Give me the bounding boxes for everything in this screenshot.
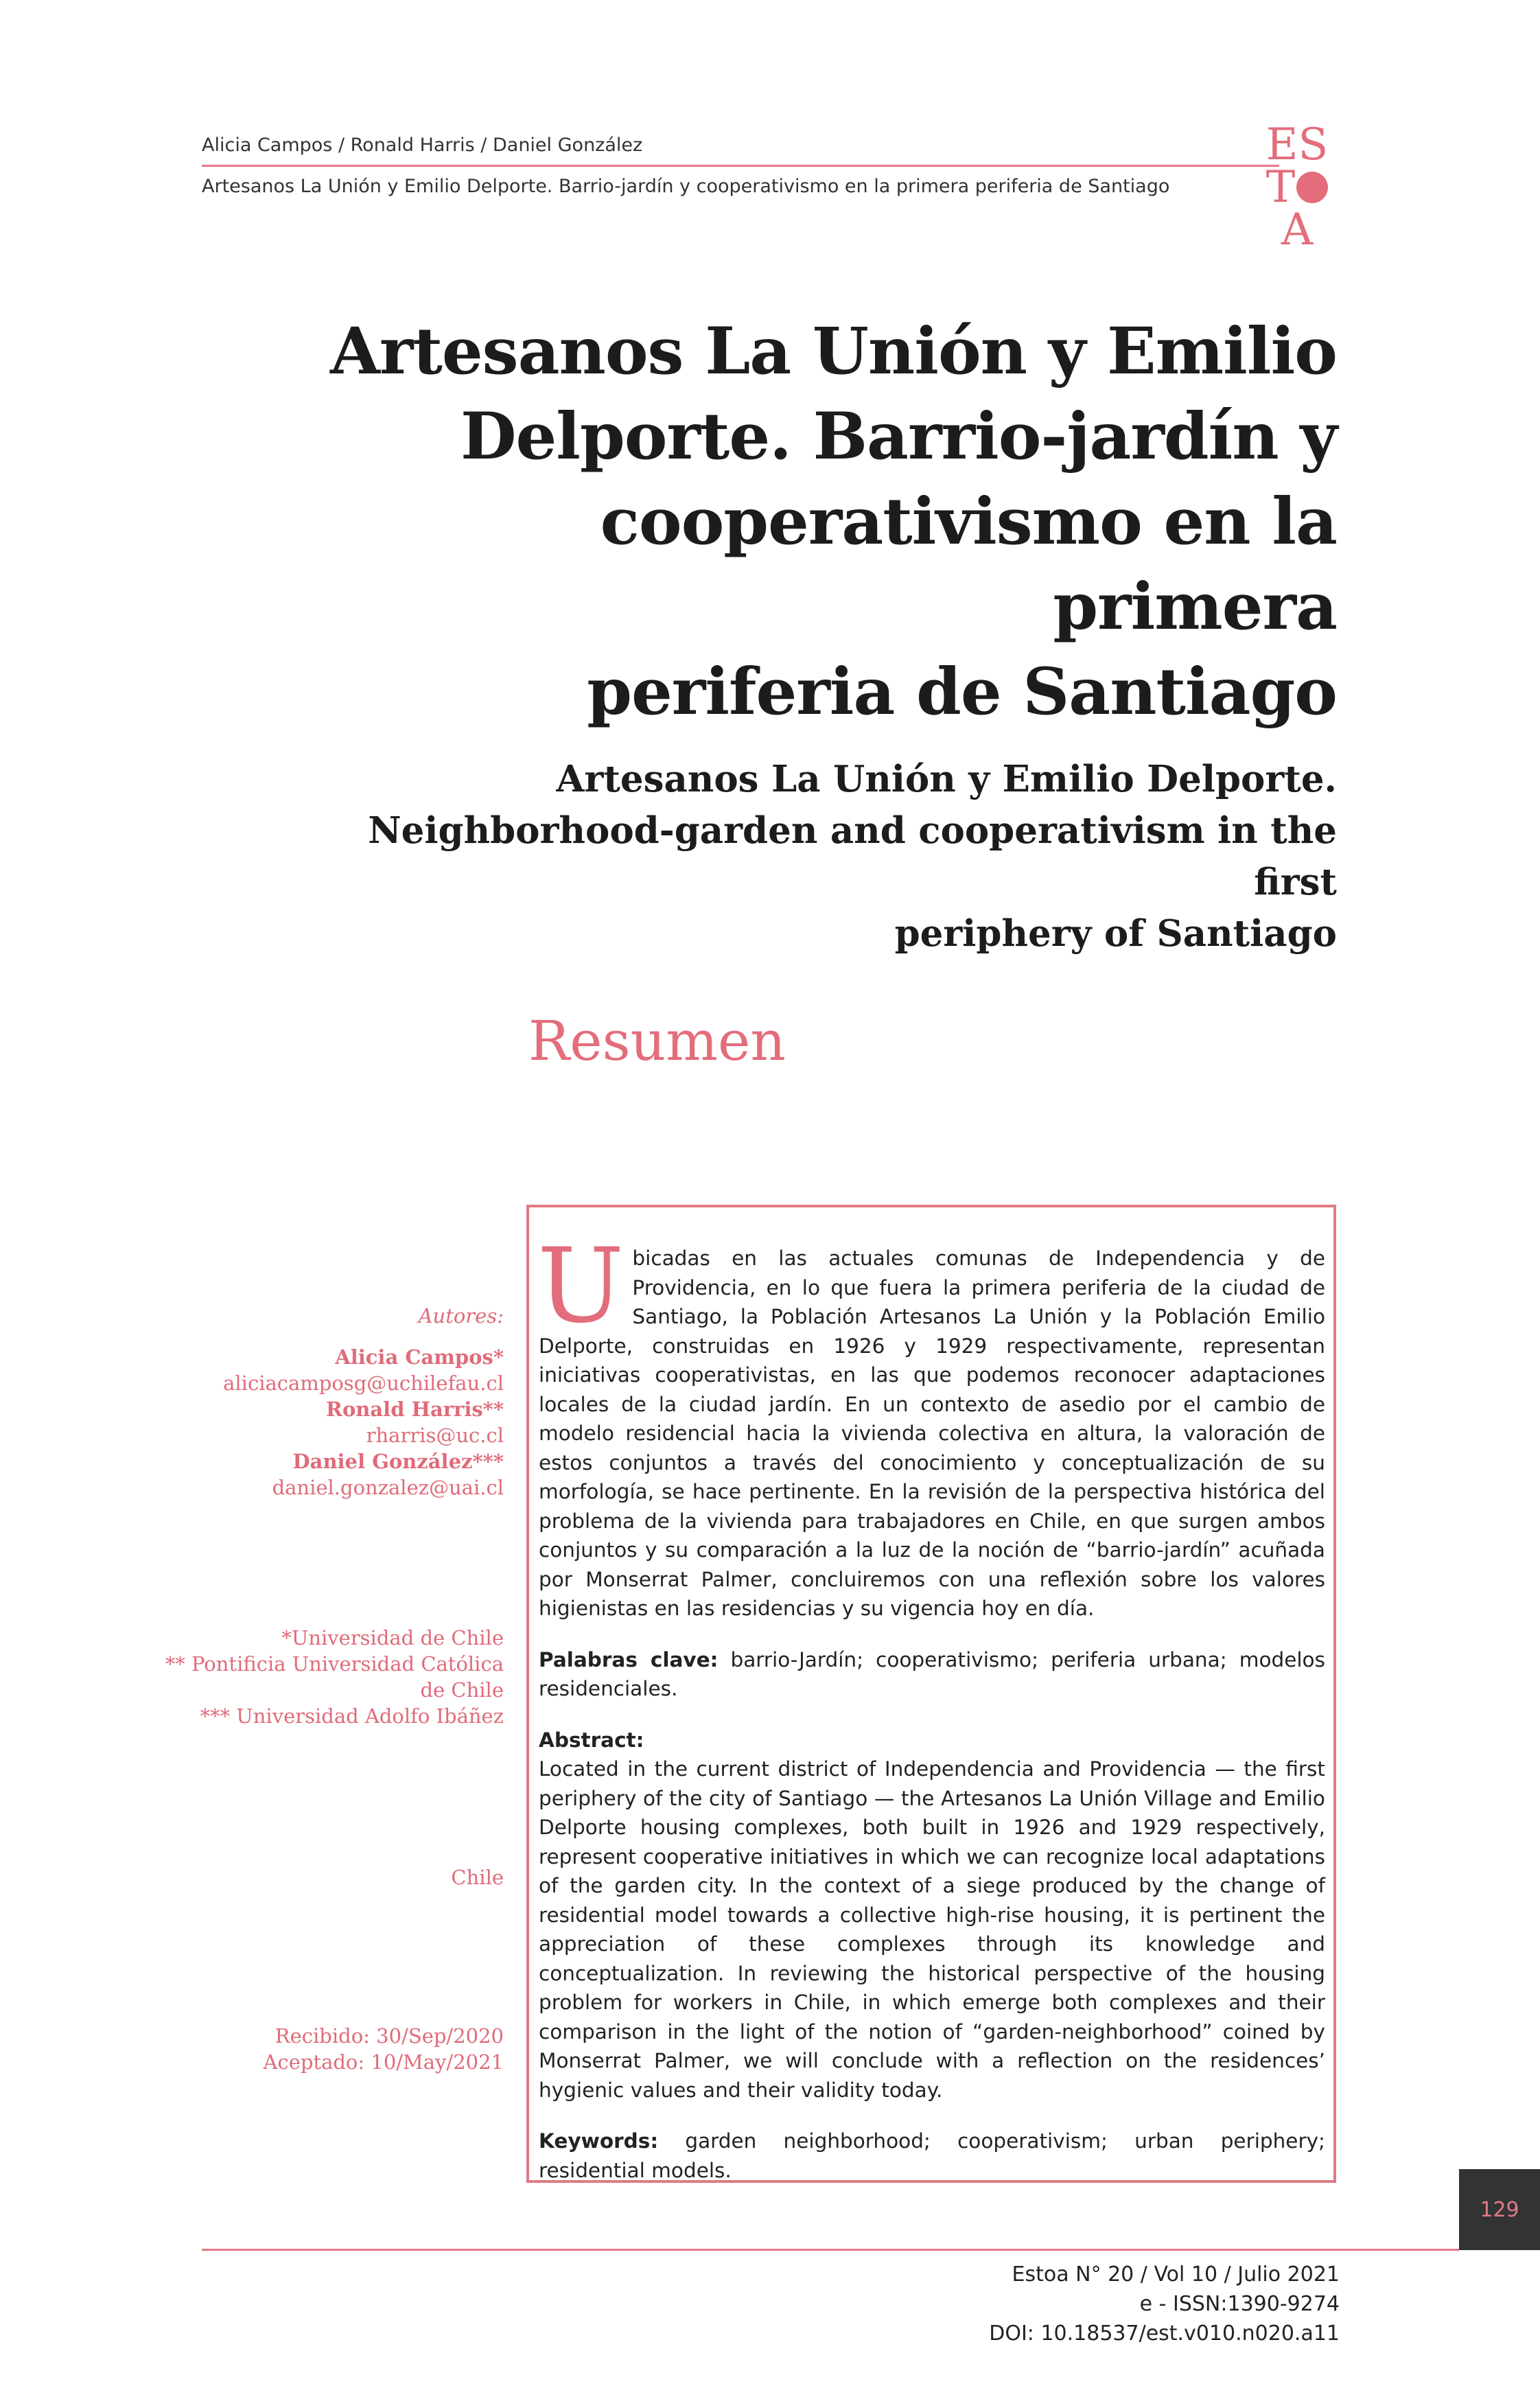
article-title-english (307, 754, 1337, 960)
author-email: rharris@uc.cl (366, 1424, 504, 1447)
running-header-authors: Alicia Campos / Ronald Harris / Daniel González (202, 135, 643, 156)
abstract-label: Abstract: (539, 1728, 644, 1752)
author-name: Ronald Harris** (325, 1398, 504, 1421)
keywords-text: garden neighborhood; cooperativism; urban periphery; residential models. (539, 2129, 1325, 2182)
title-line: Neighborhood-garden and cooperativism in the first (368, 809, 1337, 903)
accepted-date: Aceptado: 10/May/2021 (263, 2050, 504, 2074)
palabras-clave-paragraph (539, 1645, 1325, 1704)
palabras-clave-text: barrio-Jardín; cooperativismo; periferia urbana; modelos residenciales. (539, 1647, 1325, 1700)
author-email: daniel.gonzalez@uai.cl (272, 1476, 504, 1499)
logo-row-2 (1263, 162, 1331, 213)
title-line: cooperativismo en la primera (600, 484, 1337, 645)
palabras-clave-label: Palabras clave: (539, 1647, 719, 1671)
country: Chile (451, 1866, 504, 1889)
keywords-paragraph (539, 2127, 1325, 2185)
authors-label: Autores: (418, 1304, 504, 1328)
title-line: Artesanos La Unión y Emilio Delporte. (556, 758, 1337, 800)
resumen-heading: Resumen (528, 1009, 786, 1073)
author-email: aliciacamposg@uchilefau.cl (223, 1371, 504, 1395)
affiliation: de Chile (420, 1678, 504, 1702)
title-line: Delporte. Barrio-jardín y (460, 399, 1337, 474)
dates-block (119, 2023, 504, 2075)
affiliation: *Universidad de Chile (281, 1626, 504, 1649)
doi: DOI: 10.18537/est.v010.n020.a11 (989, 2322, 1340, 2346)
received-date: Recibido: 30/Sep/2020 (275, 2024, 504, 2048)
header-divider (202, 165, 1279, 167)
abstract-text: Located in the current district of Independencia and Providencia — the first periphery of the city of Santiago — the Artesanos La Unión Village and Emilio Delporte housing complexes, both built in 1926 and 1929 respectively, represent cooperative initiatives in which we can recognize local adaptations of the garden city. In the context of a siege produced by the change of residential model towards a collective high-rise housing, it is pertinent the appreciation of these complexes through its knowledge and conceptualization. In reviewing the historical perspective of the housing problem for workers in Chile, in which emerge both complexes and their comparison in the light of the notion of “garden-neighborhood” coined by Monserrat Palmer, we will conclude with a reflection on the residences’ hygienic values and their validity today. (539, 1757, 1325, 2102)
title-line: periphery of Santiago (894, 912, 1337, 955)
page-number: 129 (1480, 2197, 1519, 2222)
author-name: Daniel González*** (292, 1450, 504, 1473)
resumen-paragraph (537, 1227, 1325, 1623)
drop-cap: U (537, 1227, 625, 1346)
authors-block (119, 1303, 504, 1501)
keywords-label: Keywords: (539, 2129, 659, 2153)
article-title-spanish (307, 309, 1337, 734)
logo-row-3 (1263, 205, 1331, 255)
logo-letter-t: T (1265, 162, 1296, 213)
footer-divider (202, 2249, 1459, 2251)
affiliation: ** Pontificia Universidad Católica (165, 1652, 504, 1676)
title-line: Artesanos La Unión y Emilio (330, 314, 1337, 389)
abstract-paragraph (539, 1726, 1325, 2105)
resumen-text: bicadas en las actuales comunas de Independencia y de Providencia, en lo que fuera la primera periferia de la ciudad de Santiago, la Población Artesanos La Unión y la Población Emilio Delporte, construidas en 1926 y 1929 respectivamente, representan iniciativas cooperativistas, en las que podemos reconocer adaptaciones locales de la ciudad jardín. En un contexto de asedio por el cambio de modelo residencial hacia la vivienda colectiva en altura, la valoración de estos conjuntos a través del conocimiento y conceptualización de su morfología, se hace pertinente. En la revisión de la perspectiva histórica del problema de la vivienda para trabajadores en Chile, en que surgen ambos conjuntos y su comparación a la luz de la noción de “barrio-jardín” acuñada por Monserrat Palmer, concluiremos con una reflexión sobre los valores higienistas en las residencias y su vigencia hoy en día. (539, 1247, 1325, 1620)
logo-row-1 (1263, 119, 1331, 170)
issn: e - ISSN:1390-9274 (1139, 2292, 1340, 2316)
page-number-tab (1459, 2169, 1540, 2250)
footer-info (989, 2260, 1340, 2348)
logo-letter-a: A (1281, 205, 1314, 255)
affiliations-block (119, 1625, 504, 1729)
running-header-title: Artesanos La Unión y Emilio Delporte. Barrio-jardín y cooperativismo en la primera periferia de Santiago (202, 176, 1170, 197)
logo-dot-icon (1296, 172, 1328, 203)
title-line: periferia de Santiago (587, 654, 1337, 730)
journal-issue: Estoa N° 20 / Vol 10 / Julio 2021 (1012, 2262, 1340, 2287)
estoa-logo (1263, 119, 1331, 255)
affiliation: *** Universidad Adolfo Ibáñez (200, 1704, 504, 1728)
author-name: Alicia Campos* (335, 1345, 504, 1369)
abstract-box-content (537, 1227, 1325, 2207)
logo-letters-es: ES (1265, 119, 1329, 170)
